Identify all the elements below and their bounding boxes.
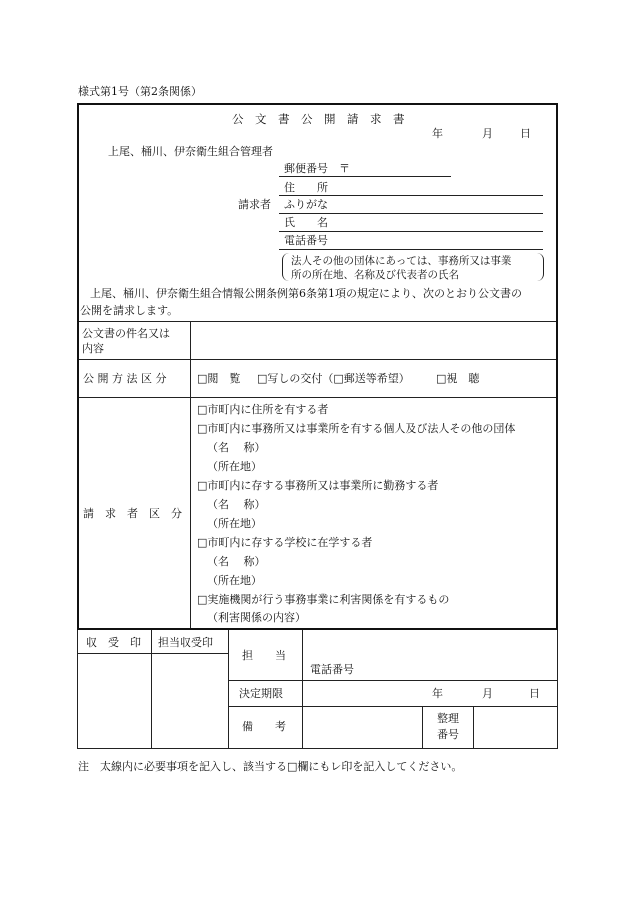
category-line: （名 称） <box>207 441 266 454</box>
name-label: 氏 名 <box>284 216 328 229</box>
office-table-bottom <box>77 748 558 749</box>
category-line: （所在地） <box>207 460 262 473</box>
subject-label-1: 公文書の件名又は <box>82 327 170 340</box>
note-line-1: 法人その他の団体にあっては、事務所又は事業 <box>291 255 512 267</box>
staff-label: 担 当 <box>242 649 286 662</box>
footnote: 注 太線内に必要事項を記入し、該当する□欄にもレ印を記入してください。 <box>78 760 463 773</box>
category-line[interactable]: □市町内に事務所又は事業所を有する個人及び法人その他の団体 <box>197 422 516 435</box>
row-divider <box>79 359 556 360</box>
address-line[interactable] <box>279 195 543 196</box>
row-divider <box>79 321 556 322</box>
office-col-divider <box>302 630 303 748</box>
office-row-divider <box>228 706 557 707</box>
office-row-divider <box>77 653 228 654</box>
category-line[interactable]: □市町内に存する事務所又は事業所に勤務する者 <box>197 479 439 492</box>
subject-field[interactable] <box>192 323 554 357</box>
category-line[interactable]: □市町内に存する学校に在学する者 <box>197 536 373 549</box>
category-line: （名 称） <box>207 498 266 511</box>
postal-line[interactable] <box>279 176 451 177</box>
office-table-left <box>77 630 78 748</box>
note-line-2: 所の所在地、名称及び代表者の氏名 <box>291 269 459 281</box>
office-table-right <box>557 630 558 748</box>
form-number: 様式第1号（第2条関係） <box>78 85 202 98</box>
category-line: （所在地） <box>207 517 262 530</box>
date-month: 月 <box>482 127 493 140</box>
staff-phone-label: 電話番号 <box>310 663 354 676</box>
remarks-label: 備 考 <box>242 720 286 733</box>
received-stamp-label: 収 受 印 <box>86 636 141 649</box>
postal-label: 郵便番号 〒 <box>284 162 350 175</box>
subject-label-2: 内容 <box>82 342 104 355</box>
ref-number-label-2: 番号 <box>437 728 459 741</box>
method-listen-option[interactable]: □視 聴 <box>436 372 480 385</box>
intro-line-1: 上尾、桶川、伊奈衛生組合情報公開条例第6条第1項の規定により、次のとおり公文書の <box>90 287 522 300</box>
office-row-divider <box>228 680 557 681</box>
office-col-divider <box>473 706 474 748</box>
addressee: 上尾、桶川、伊奈衛生組合管理者 <box>108 145 273 158</box>
method-label: 公 開 方 法 区 分 <box>83 372 167 385</box>
category-line: （名 称） <box>207 555 266 568</box>
name-line[interactable] <box>279 231 543 232</box>
column-divider <box>190 321 191 628</box>
row-divider <box>79 397 556 398</box>
furigana-label: ふりがな <box>284 198 328 211</box>
category-line: （所在地） <box>207 574 262 587</box>
deadline-day: 日 <box>529 687 540 700</box>
form-title: 公 文 書 公 開 請 求 書 <box>232 112 405 126</box>
category-line: （利害関係の内容） <box>207 611 306 624</box>
requester-label: 請求者 <box>238 198 271 211</box>
method-copy-option[interactable]: □写しの交付（□郵送等希望） <box>257 372 410 385</box>
date-year: 年 <box>432 127 443 140</box>
phone-line[interactable] <box>279 249 543 250</box>
phone-label: 電話番号 <box>284 234 328 247</box>
staff-received-stamp-label: 担当収受印 <box>158 636 213 649</box>
deadline-year: 年 <box>432 687 443 700</box>
furigana-line[interactable] <box>279 213 543 214</box>
date-day: 日 <box>520 127 531 140</box>
address-label: 住 所 <box>284 181 328 194</box>
category-line[interactable]: □実施機関が行う事務事業に利害関係を有するもの <box>197 593 450 606</box>
intro-line-2: 公開を請求します。 <box>80 304 179 317</box>
deadline-month: 月 <box>482 687 493 700</box>
method-view-option[interactable]: □閲 覧 <box>197 372 241 385</box>
category-label: 請 求 者 区 分 <box>83 507 182 520</box>
ref-number-label-1: 整理 <box>437 712 459 725</box>
office-col-divider <box>228 630 229 748</box>
category-line[interactable]: □市町内に住所を有する者 <box>197 403 329 416</box>
office-col-divider <box>151 630 152 748</box>
office-col-divider <box>422 706 423 748</box>
deadline-label: 決定期限 <box>239 687 283 700</box>
